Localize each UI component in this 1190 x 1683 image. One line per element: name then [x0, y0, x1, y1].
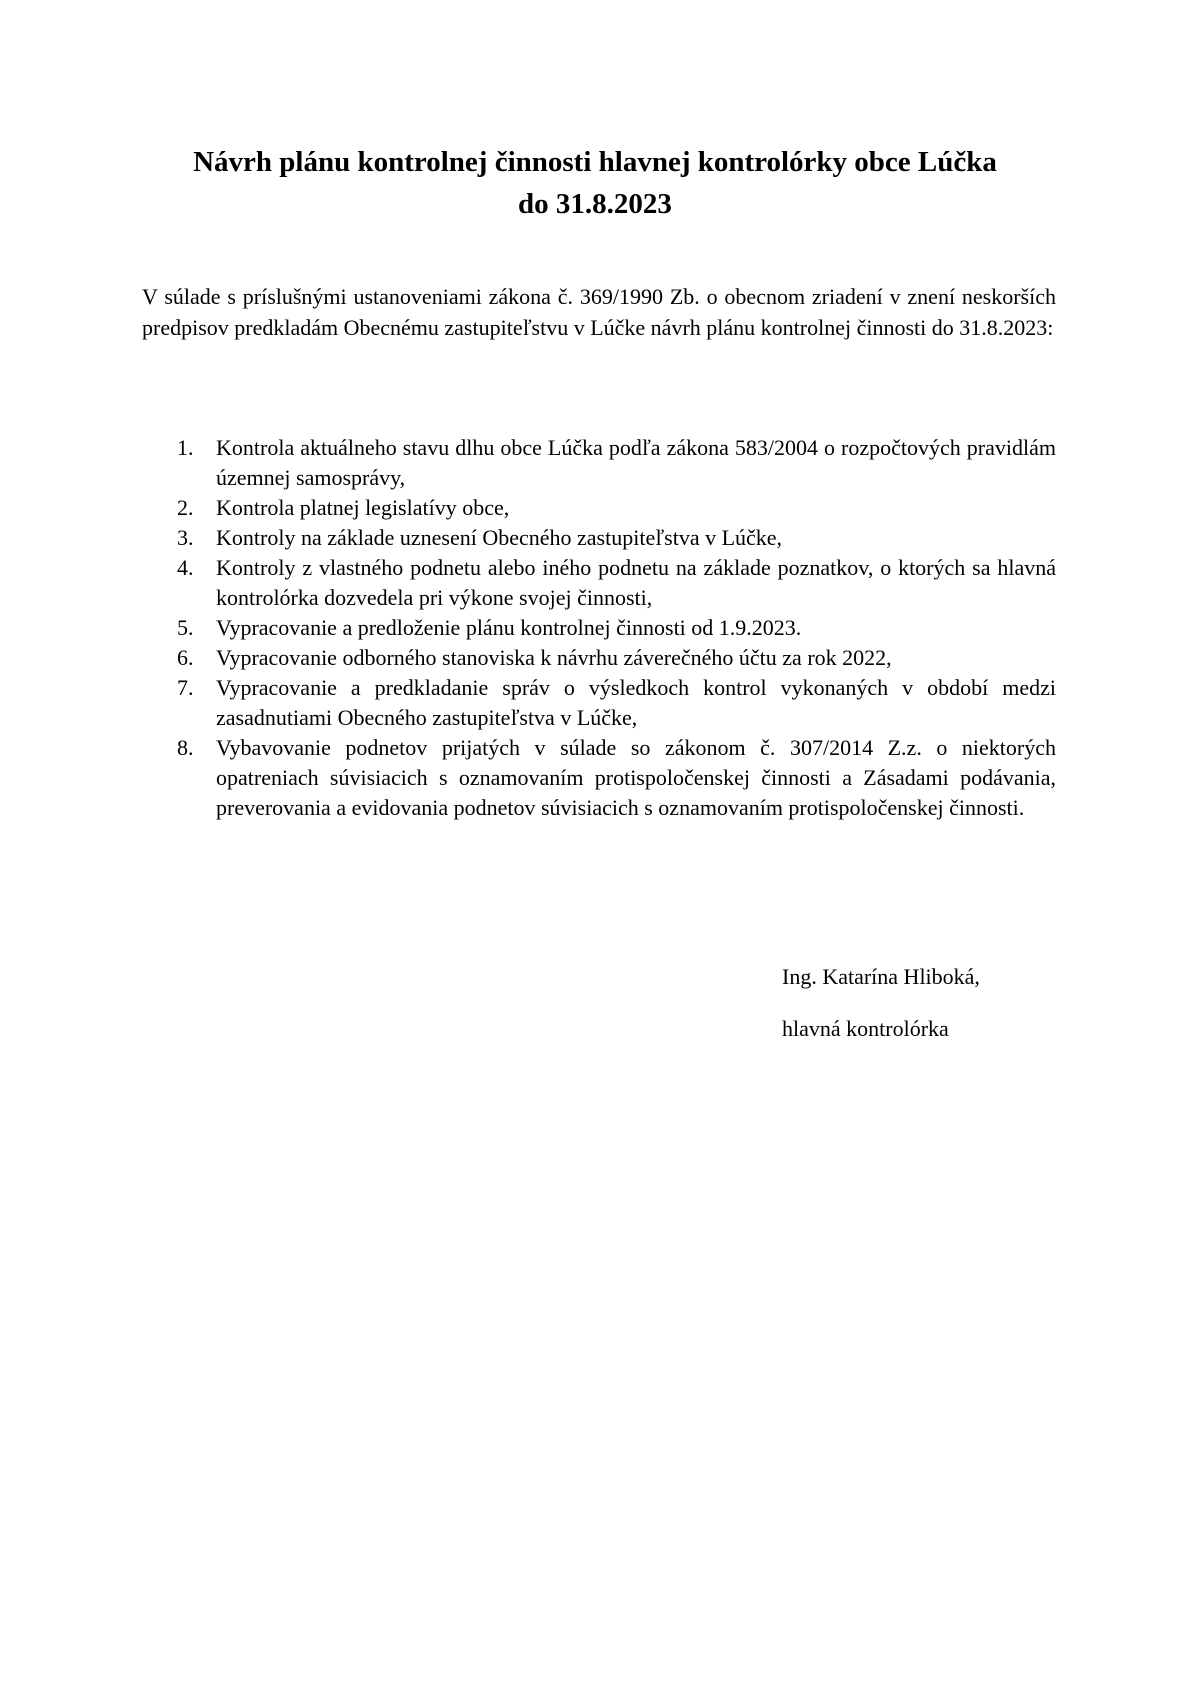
signature-block	[782, 962, 1042, 1044]
list-item	[142, 553, 1056, 613]
list-item	[142, 673, 1056, 733]
control-plan-list	[142, 433, 1056, 823]
signature-name: Ing. Katarína Hliboká,	[782, 964, 980, 989]
list-item-text: Kontroly z vlastného podnetu alebo iného podnetu na základe poznatkov, o ktorých sa hlavná kontrolórka dozvedela pri výkone svojej činnosti,	[216, 555, 1056, 610]
list-item-number: 7.	[177, 675, 194, 700]
list-item	[142, 733, 1056, 823]
list-item-number: 4.	[177, 555, 194, 580]
list-item-text: Vybavovanie podnetov prijatých v súlade so zákonom č. 307/2014 Z.z. o niektorých opatreniach súvisiacich s oznamovaním protispoločenskej činnosti a Zásadami podávania, preverovania a evidovania podnetov súvisiacich s oznamovaním protispoločenskej činnosti.	[216, 735, 1056, 820]
list-item-number: 2.	[177, 495, 194, 520]
list-item	[142, 613, 1056, 643]
list-item-number: 1.	[177, 435, 194, 460]
list-item-text: Vypracovanie odborného stanoviska k návrhu záverečného účtu za rok 2022,	[216, 645, 892, 670]
list-item-text: Vypracovanie a predloženie plánu kontrolnej činnosti od 1.9.2023.	[216, 615, 802, 640]
title-line-2: do 31.8.2023	[518, 188, 672, 220]
list-item-text: Kontrola aktuálneho stavu dlhu obce Lúčka podľa zákona 583/2004 o rozpočtových pravidlám územnej samosprávy,	[216, 435, 1056, 490]
list-item-number: 8.	[177, 735, 194, 760]
list-item-number: 6.	[177, 645, 194, 670]
list-item	[142, 523, 1056, 553]
list-item-text: Kontrola platnej legislatívy obce,	[216, 495, 510, 520]
intro-paragraph: V súlade s príslušnými ustanoveniami zákona č. 369/1990 Zb. o obecnom zriadení v znení neskorších predpisov predkladám Obecnému zastupiteľstvu v Lúčke návrh plánu kontrolnej činnosti do 31.8.2023:	[142, 284, 1056, 340]
signature-role: hlavná kontrolórka	[782, 1016, 949, 1041]
list-item	[142, 433, 1056, 493]
list-item	[142, 493, 1056, 523]
document-title	[140, 141, 1050, 225]
list-item-number: 5.	[177, 615, 194, 640]
list-item	[142, 643, 1056, 673]
title-line-1: Návrh plánu kontrolnej činnosti hlavnej kontrolórky obce Lúčka	[193, 146, 997, 178]
list-item-text: Vypracovanie a predkladanie správ o výsledkoch kontrol vykonaných v období medzi zasadnutiami Obecného zastupiteľstva v Lúčke,	[216, 675, 1056, 730]
list-item-text: Kontroly na základe uznesení Obecného zastupiteľstva v Lúčke,	[216, 525, 783, 550]
list-item-number: 3.	[177, 525, 194, 550]
